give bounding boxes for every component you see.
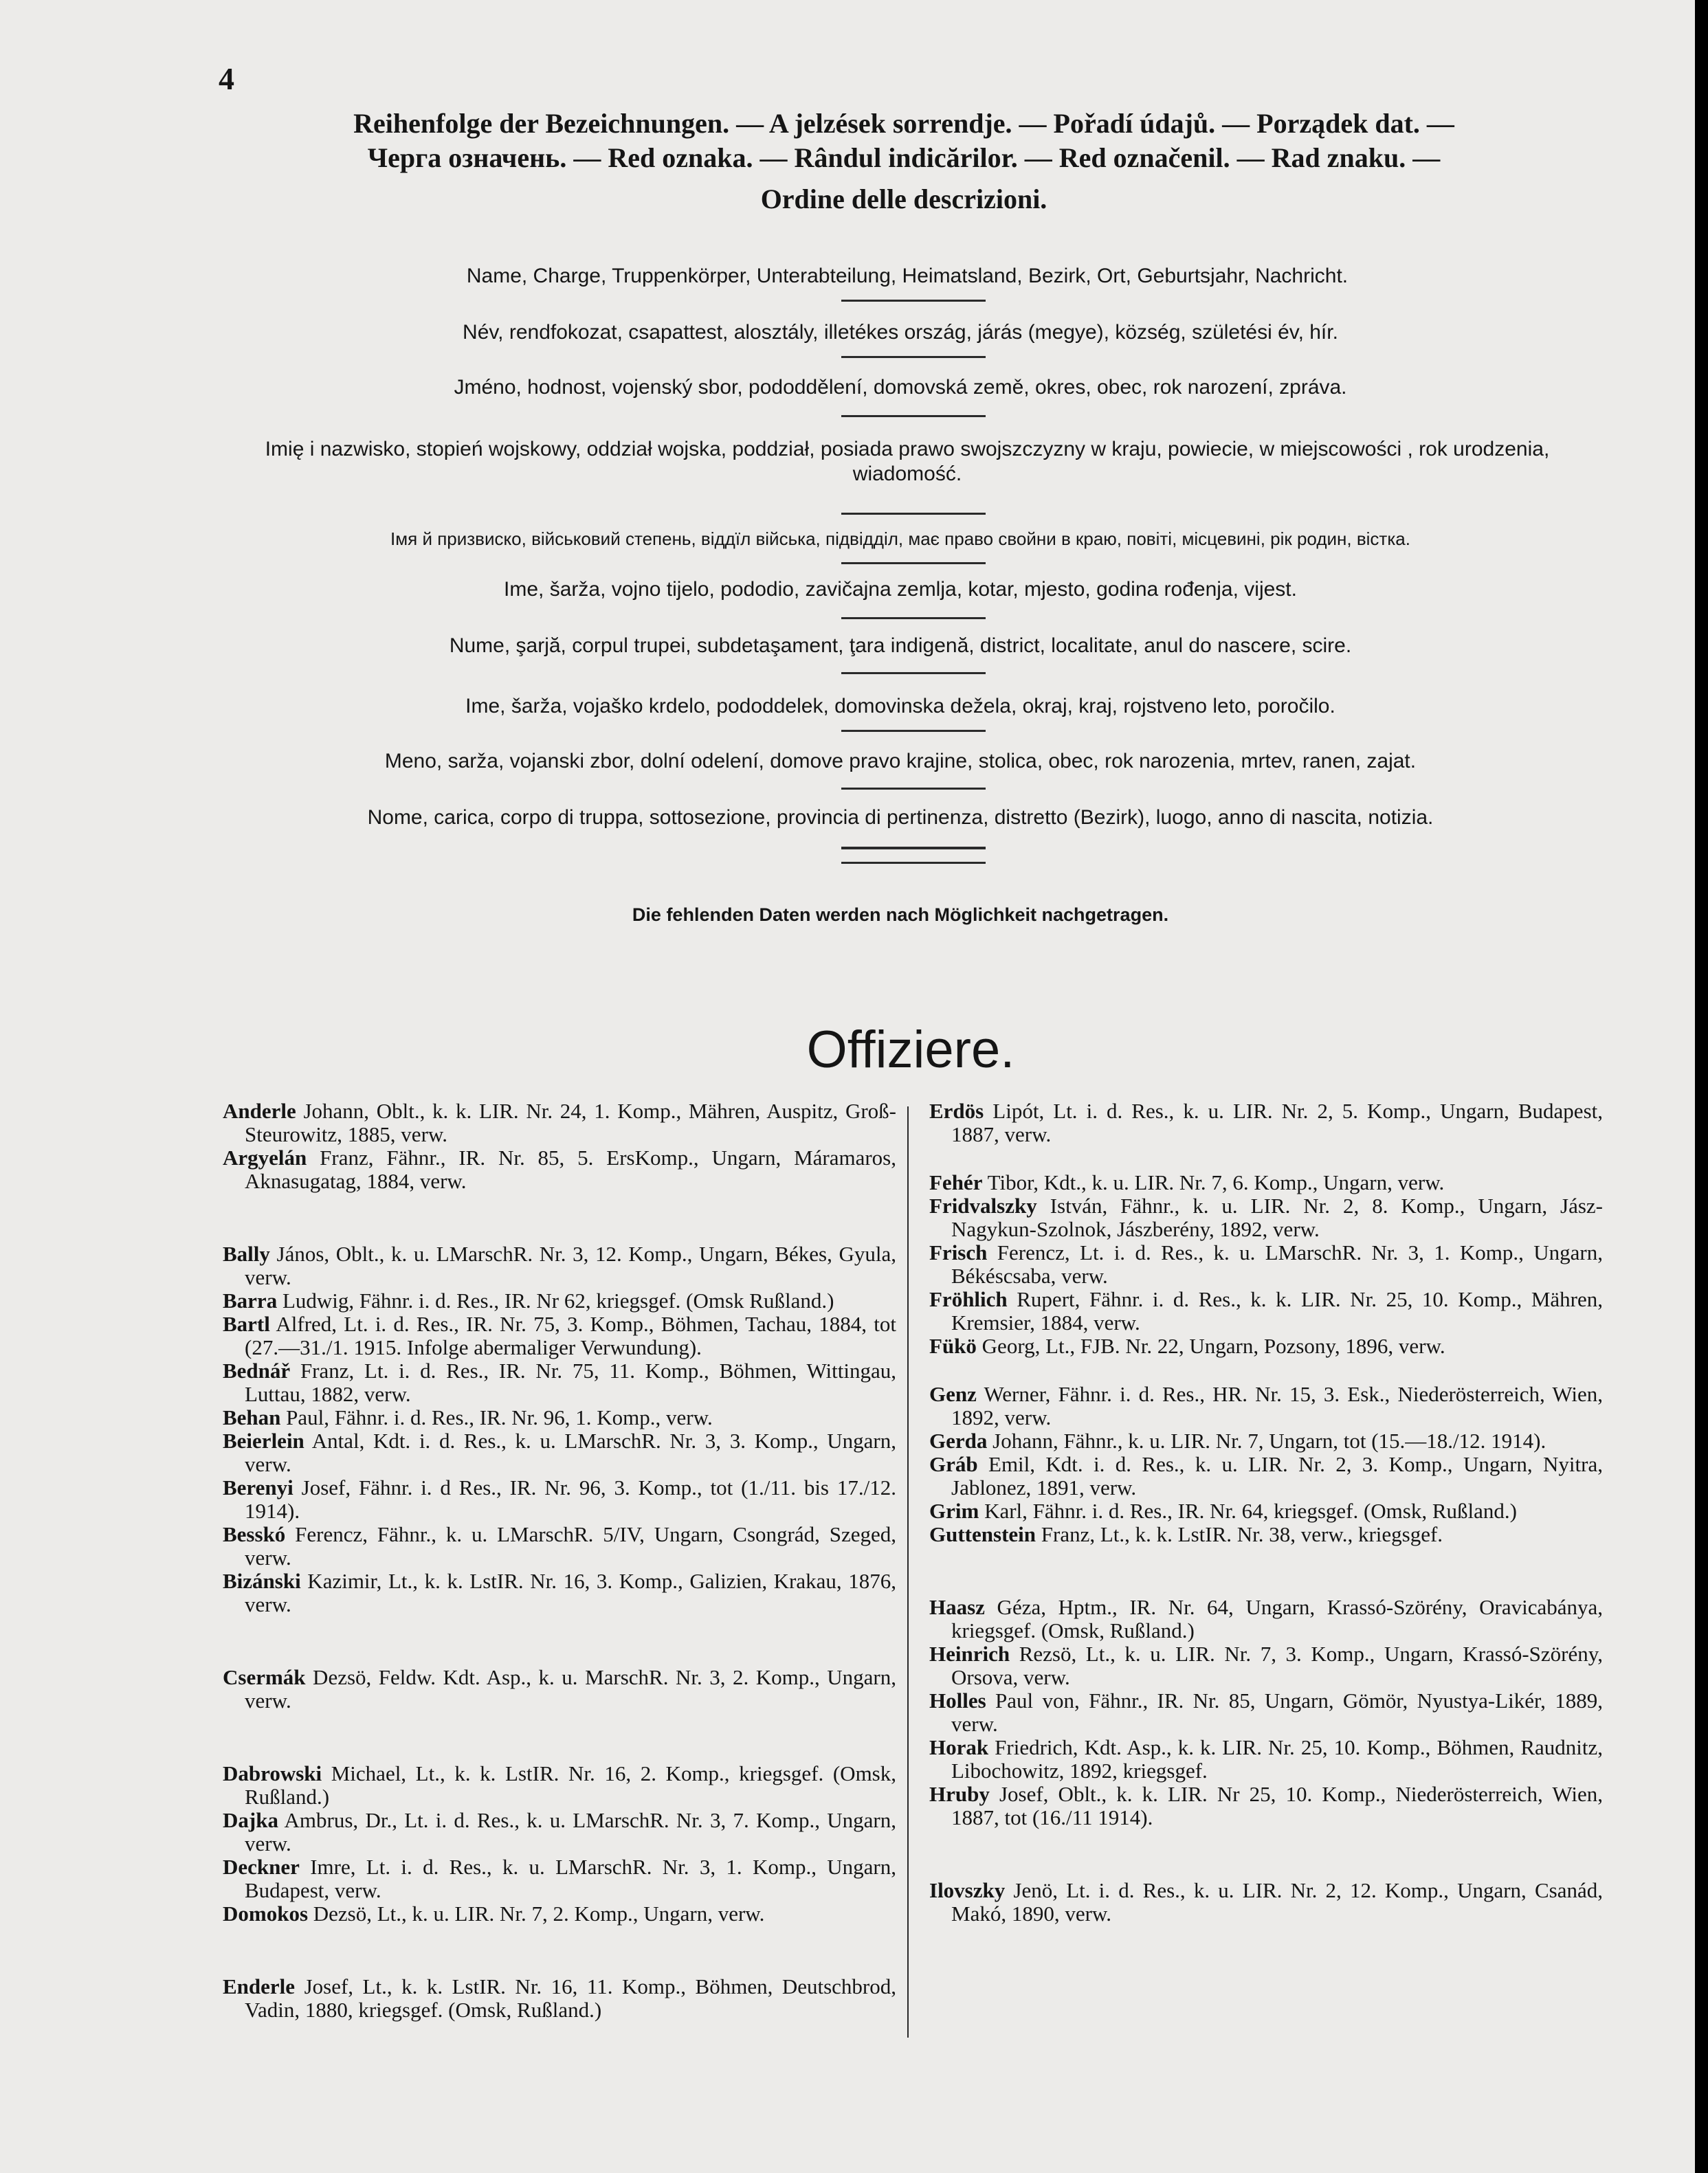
entry-surname: Berenyi	[223, 1475, 293, 1500]
entry-details: Josef, Oblt., k. k. LIR. Nr 25, 10. Komp., Niederösterreich, Wien, 1887, tot (16./11 1914).	[951, 1782, 1603, 1829]
entry-surname: Fehér	[929, 1170, 983, 1194]
separator	[841, 562, 986, 564]
entry-details: Tibor, Kdt., k. u. LIR. Nr. 7, 6. Komp., Ungarn, verw.	[982, 1170, 1445, 1194]
legend-german: Name, Charge, Truppenkörper, Unterabteilung, Heimatsland, Bezirk, Ort, Geburtsjahr, Nachricht.	[466, 265, 1349, 287]
legend-title-line-1: Reihenfolge der Bezeichnungen. — A jelzések sorrendje. — Pořadí údajů. — Porządek dat. —	[353, 108, 1454, 139]
entry-surname: Bizánski	[223, 1569, 301, 1593]
legend-croatian: Ime, šarža, vojno tijelo, pododio, zavičajna zemlja, kotar, mjesto, godina rođenja, vijest.	[504, 578, 1297, 601]
separator	[841, 847, 986, 849]
entry-details: István, Fähnr., k. u. LIR. Nr. 2, 8. Komp., Ungarn, Jász-Nagykun-Szolnok, Jászberény, 1892, verw.	[951, 1194, 1603, 1241]
entry-details: Karl, Fähnr. i. d. Res., IR. Nr. 64, kriegsgef. (Omsk, Rußland.)	[979, 1499, 1517, 1523]
entry-surname: Domokos	[223, 1902, 309, 1926]
entry-surname: Csermák	[223, 1665, 306, 1689]
entry-surname: Argyelán	[223, 1146, 307, 1170]
entry-details: Alfred, Lt. i. d. Res., IR. Nr. 75, 3. Komp., Böhmen, Tachau, 1884, tot (27.—31./1. 1915. Infolge abermaliger Verwundung).	[245, 1312, 896, 1359]
list-entry	[223, 1146, 896, 1193]
list-entry	[929, 1596, 1603, 1642]
list-entry	[223, 1902, 896, 1926]
separator	[841, 300, 986, 302]
entry-surname: Frisch	[929, 1240, 988, 1264]
list-entry	[929, 1335, 1603, 1358]
entry-details: Ferencz, Fähnr., k. u. LMarschR. 5/IV, Ungarn, Csongrád, Szeged, verw.	[245, 1522, 896, 1570]
list-entry	[223, 1523, 896, 1570]
list-entry	[929, 1783, 1603, 1829]
separator	[841, 415, 986, 417]
entry-details: Lipót, Lt. i. d. Res., k. u. LIR. Nr. 2, 5. Komp., Ungarn, Budapest, 1887, verw.	[951, 1099, 1603, 1146]
list-entry	[929, 1689, 1603, 1736]
list-entry	[223, 1570, 896, 1616]
list-entry	[929, 1288, 1603, 1335]
column-divider	[907, 1106, 909, 2038]
list-entry	[929, 1736, 1603, 1783]
list-entry	[223, 1856, 896, 1902]
separator	[841, 356, 986, 358]
list-entry	[223, 1809, 896, 1856]
entry-surname: Holles	[929, 1689, 986, 1713]
entry-details: Franz, Lt., k. k. LstIR. Nr. 38, verw., kriegsgef.	[1036, 1522, 1443, 1546]
list-entry	[223, 1666, 896, 1713]
list-entry	[929, 1429, 1603, 1453]
entry-surname: Bednář	[223, 1359, 291, 1383]
left-column	[223, 1100, 896, 2022]
list-entry	[223, 1100, 896, 1146]
missing-data-note: Die fehlenden Daten werden nach Möglichkeit nachgetragen.	[632, 904, 1169, 925]
entry-surname: Hruby	[929, 1782, 990, 1806]
section-title: Offiziere.	[806, 1021, 1015, 1079]
entry-surname: Besskó	[223, 1522, 286, 1546]
entry-surname: Anderle	[223, 1099, 296, 1123]
list-entry	[223, 1313, 896, 1359]
entry-details: Rupert, Fähnr. i. d. Res., k. k. LIR. Nr. 25, 10. Komp., Mähren, Kremsier, 1884, verw.	[951, 1287, 1603, 1335]
entry-details: Michael, Lt., k. k. LstIR. Nr. 16, 2. Komp., kriegsgef. (Omsk, Rußland.)	[245, 1761, 896, 1809]
entry-surname: Heinrich	[929, 1642, 1010, 1666]
entry-surname: Beierlein	[223, 1429, 304, 1453]
entry-surname: Behan	[223, 1405, 281, 1429]
entry-details: Franz, Lt. i. d. Res., IR. Nr. 75, 11. Komp., Böhmen, Wittingau, Luttau, 1882, verw.	[245, 1359, 896, 1406]
separator	[841, 513, 986, 515]
list-entry	[223, 1476, 896, 1523]
entry-details: Josef, Lt., k. k. LstIR. Nr. 16, 11. Komp., Böhmen, Deutschbrod, Vadin, 1880, kriegsgef. (Omsk, Rußland.)	[245, 1974, 896, 2022]
page-number: 4	[219, 61, 234, 96]
entry-surname: Erdös	[929, 1099, 984, 1123]
list-entry	[223, 1429, 896, 1476]
entry-surname: Bartl	[223, 1312, 270, 1336]
list-entry	[929, 1171, 1603, 1194]
entry-surname: Guttenstein	[929, 1522, 1036, 1546]
entry-surname: Dabrowski	[223, 1761, 322, 1785]
entry-details: Friedrich, Kdt. Asp., k. k. LIR. Nr. 25, 10. Komp., Böhmen, Raudnitz, Libochowitz, 1892, kriegsgef.	[951, 1735, 1603, 1783]
legend-czech: Jméno, hodnost, vojenský sbor, pododdělení, domovská země, okres, obec, rok narození, zpráva.	[454, 376, 1347, 399]
legend-slovenian: Ime, šarža, vojaško krdelo, pododdelek, domovinska dežela, okraj, kraj, rojstveno leto, poročilo.	[465, 695, 1335, 717]
list-entry	[929, 1642, 1603, 1689]
list-entry	[929, 1453, 1603, 1500]
entry-details: Georg, Lt., FJB. Nr. 22, Ungarn, Pozsony, 1896, verw.	[976, 1334, 1445, 1358]
entry-surname: Enderle	[223, 1974, 296, 1998]
list-entry	[929, 1194, 1603, 1241]
entry-details: Johann, Fähnr., k. u. LIR. Nr. 7, Ungarn, tot (15.—18./12. 1914).	[987, 1429, 1546, 1453]
entry-surname: Dajka	[223, 1808, 278, 1832]
legend-romanian: Nume, şarjă, corpul trupei, subdetaşament, ţara indigenă, district, localitate, anul do nascere, scire.	[449, 634, 1352, 657]
entry-details: Rezsö, Lt., k. u. LIR. Nr. 7, 3. Komp., Ungarn, Krassó-Szörény, Orsova, verw.	[951, 1642, 1603, 1689]
list-entry	[223, 1762, 896, 1809]
entry-surname: Fridvalszky	[929, 1194, 1037, 1218]
entry-details: Werner, Fähnr. i. d. Res., HR. Nr. 15, 3. Esk., Niederösterreich, Wien, 1892, verw.	[951, 1382, 1603, 1429]
entry-surname: Fükö	[929, 1334, 977, 1358]
entry-surname: Gráb	[929, 1452, 978, 1476]
entry-details: Emil, Kdt. i. d. Res., k. u. LIR. Nr. 2, 3. Komp., Ungarn, Nyitra, Jablonez, 1891, verw.	[951, 1452, 1603, 1500]
entry-details: Antal, Kdt. i. d. Res., k. u. LMarschR. Nr. 3, 3. Komp., Ungarn, verw.	[245, 1429, 896, 1476]
list-entry	[929, 1100, 1603, 1146]
entry-details: Ludwig, Fähnr. i. d. Res., IR. Nr 62, kriegsgef. (Omsk Rußland.)	[277, 1289, 834, 1313]
separator	[841, 617, 986, 619]
legend-slovak: Meno, sarža, vojanski zbor, dolní odelení, domove pravo krajine, stolica, obec, rok narozenia, mrtev, ranen, zajat.	[384, 750, 1417, 772]
entry-details: Imre, Lt. i. d. Res., k. u. LMarschR. Nr. 3, 1. Komp., Ungarn, Budapest, verw.	[245, 1855, 896, 1902]
entry-details: Paul von, Fähnr., IR. Nr. 85, Ungarn, Gömör, Nyustya-Likér, 1889, verw.	[951, 1689, 1603, 1736]
legend-hungarian: Név, rendfokozat, csapattest, alosztály, illetékes ország, járás (megye), község, születési év, hír.	[463, 321, 1338, 344]
list-entry	[929, 1241, 1603, 1288]
entry-surname: Grim	[929, 1499, 979, 1523]
entry-surname: Horak	[929, 1735, 989, 1759]
list-entry	[223, 1359, 896, 1406]
entry-details: Josef, Fähnr. i. d Res., IR. Nr. 96, 3. Komp., tot (1./11. bis 17./12. 1914).	[245, 1475, 896, 1523]
entry-surname: Gerda	[929, 1429, 988, 1453]
separator	[841, 788, 986, 790]
list-entry	[223, 1289, 896, 1313]
legend-title-line-2: Черга означень. — Red oznaka. — Rândul indicărilor. — Red označenil. — Rad znaku. —	[367, 142, 1441, 173]
entry-details: Franz, Fähnr., IR. Nr. 85, 5. ErsKomp., Ungarn, Máramaros, Aknasugatag, 1884, verw.	[245, 1146, 896, 1193]
list-entry	[223, 1406, 896, 1429]
separator	[841, 862, 986, 864]
entry-details: Ferencz, Lt. i. d. Res., k. u. LMarschR. Nr. 3, 1. Komp., Ungarn, Békéscsaba, verw.	[951, 1240, 1603, 1288]
entry-surname: Haasz	[929, 1595, 985, 1619]
entry-details: Géza, Hptm., IR. Nr. 64, Ungarn, Krassó-Szörény, Oravicabánya, kriegsgef. (Omsk, Rußland.)	[951, 1595, 1603, 1642]
entry-details: Ambrus, Dr., Lt. i. d. Res., k. u. LMarschR. Nr. 3, 7. Komp., Ungarn, verw.	[245, 1808, 896, 1856]
legend-italian: Nome, carica, corpo di truppa, sottosezione, provincia di pertinenza, distretto (Bezirk), luogo, anno di nascita, notizia.	[367, 806, 1434, 829]
list-entry	[223, 1975, 896, 2022]
entry-surname: Bally	[223, 1242, 270, 1266]
entry-surname: Fröhlich	[929, 1287, 1008, 1311]
legend-title-line-3: Ordine delle descrizioni.	[760, 183, 1047, 214]
entry-details: Johann, Oblt., k. k. LIR. Nr. 24, 1. Komp., Mähren, Auspitz, Groß-Steurowitz, 1885, verw.	[245, 1099, 896, 1146]
entry-details: Paul, Fähnr. i. d. Res., IR. Nr. 96, 1. Komp., verw.	[280, 1405, 713, 1429]
legend-polish: Imię i nazwisko, stopień wojskowy, oddział wojska, poddział, posiada prawo swojszczyzny w kraju, powiecie, w miejscowości , rok urodzenia, wiadomość.	[265, 438, 1550, 485]
list-entry	[929, 1383, 1603, 1429]
entry-surname: Genz	[929, 1382, 977, 1406]
separator	[841, 730, 986, 732]
entry-details: Dezsö, Lt., k. u. LIR. Nr. 7, 2. Komp., Ungarn, verw.	[308, 1902, 765, 1926]
list-entry	[929, 1500, 1603, 1523]
separator	[841, 672, 986, 674]
entry-details: János, Oblt., k. u. LMarschR. Nr. 3, 12. Komp., Ungarn, Békes, Gyula, verw.	[245, 1242, 896, 1289]
right-column	[929, 1100, 1603, 1926]
entry-surname: Ilovszky	[929, 1878, 1006, 1902]
entry-details: Kazimir, Lt., k. k. LstIR. Nr. 16, 3. Komp., Galizien, Krakau, 1876, verw.	[245, 1569, 896, 1616]
entry-surname: Barra	[223, 1289, 278, 1313]
list-entry	[223, 1242, 896, 1289]
legend-ukrainian: Імя й призвиско, військовий степень, віддїл війська, підвідділ, має право свойни в краю, повіті, місцевині, рік родин, вістка.	[390, 528, 1410, 549]
entry-details: Jenö, Lt. i. d. Res., k. u. LIR. Nr. 2, 12. Komp., Ungarn, Csanád, Makó, 1890, verw.	[951, 1878, 1603, 1926]
list-entry	[929, 1523, 1603, 1546]
list-entry	[929, 1879, 1603, 1926]
entry-surname: Deckner	[223, 1855, 300, 1879]
entry-details: Dezsö, Feldw. Kdt. Asp., k. u. MarschR. Nr. 3, 2. Komp., Ungarn, verw.	[245, 1665, 896, 1713]
